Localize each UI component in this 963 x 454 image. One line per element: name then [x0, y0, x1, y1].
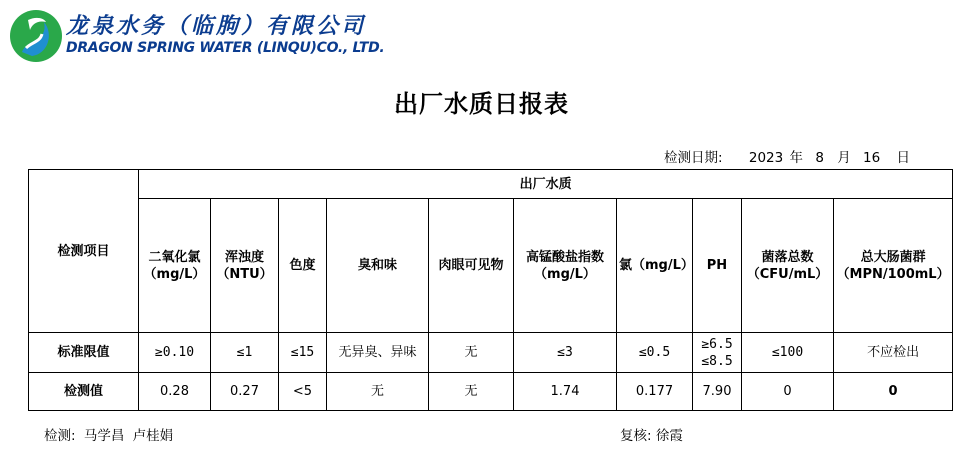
row-label-standard: 标准限值 [29, 333, 139, 373]
table-cell: 0.177 [617, 373, 693, 411]
column-header: 二氧化氯（mg/L） [139, 199, 211, 333]
date-year-unit: 年 [789, 150, 804, 166]
item-header: 检测项目 [29, 170, 139, 333]
table-row [29, 333, 953, 373]
column-header: 肉眼可见物 [429, 199, 514, 333]
table-row [29, 199, 953, 333]
table-cell: ≤0.5 [617, 333, 693, 373]
column-header: 菌落总数（CFU/mL） [742, 199, 834, 333]
company-name-cn: 龙泉水务（临朐）有限公司 [66, 13, 367, 39]
column-header: 总大肠菌群（MPN/100mL） [834, 199, 953, 333]
reviewer-name: 徐霞 [655, 428, 683, 444]
table-cell: 不应检出 [834, 333, 953, 373]
table-cell: 无异臭、异味 [327, 333, 429, 373]
company-header [0, 0, 963, 64]
table-cell: 0 [834, 373, 953, 411]
table-row [29, 170, 953, 199]
date-month-unit: 月 [837, 150, 851, 166]
table-cell: 无 [327, 373, 429, 411]
date-day-unit: 日 [896, 150, 910, 166]
table-cell: ≤1 [211, 333, 279, 373]
table-row [29, 373, 953, 411]
inspection-date [664, 146, 910, 166]
column-header: 色度 [279, 199, 327, 333]
row-label-value: 检测值 [29, 373, 139, 411]
table-cell: ≤3 [514, 333, 617, 373]
company-name-en: DRAGON SPRING WATER (LINQU)CO., LTD. [66, 40, 385, 56]
table-cell: 7.90 [693, 373, 742, 411]
table-cell: <5 [279, 373, 327, 411]
column-header: PH [693, 199, 742, 333]
report-title: 出厂水质日报表 [394, 89, 569, 118]
column-header: 臭和味 [327, 199, 429, 333]
table-cell: 无 [429, 333, 514, 373]
company-logo-icon [8, 8, 64, 64]
inspector-signature [44, 424, 173, 444]
date-month: 8 [815, 150, 824, 166]
table-cell: 0 [742, 373, 834, 411]
reviewer-label: 复核: [620, 428, 652, 444]
table-cell: ≥0.10 [139, 333, 211, 373]
reviewer-signature [620, 424, 683, 444]
table-cell: 无 [429, 373, 514, 411]
group-header: 出厂水质 [139, 170, 953, 199]
water-quality-table [28, 169, 953, 411]
table-cell: 0.28 [139, 373, 211, 411]
inspector-label: 检测: [44, 428, 76, 444]
table-cell: 1.74 [514, 373, 617, 411]
table-cell: ≤100 [742, 333, 834, 373]
date-year: 2023 [748, 150, 784, 166]
date-label: 检测日期: [664, 150, 723, 166]
inspector-name: 马学昌 [83, 428, 125, 444]
table-cell: ≤15 [279, 333, 327, 373]
column-header: 氯（mg/L） [617, 199, 693, 333]
inspector-name: 卢桂娟 [132, 428, 174, 444]
table-cell: ≥6.5 ≤8.5 [693, 333, 742, 373]
date-day: 16 [863, 150, 881, 166]
column-header: 浑浊度（NTU） [211, 199, 279, 333]
table-cell: 0.27 [211, 373, 279, 411]
column-header: 高锰酸盐指数（mg/L） [514, 199, 617, 333]
